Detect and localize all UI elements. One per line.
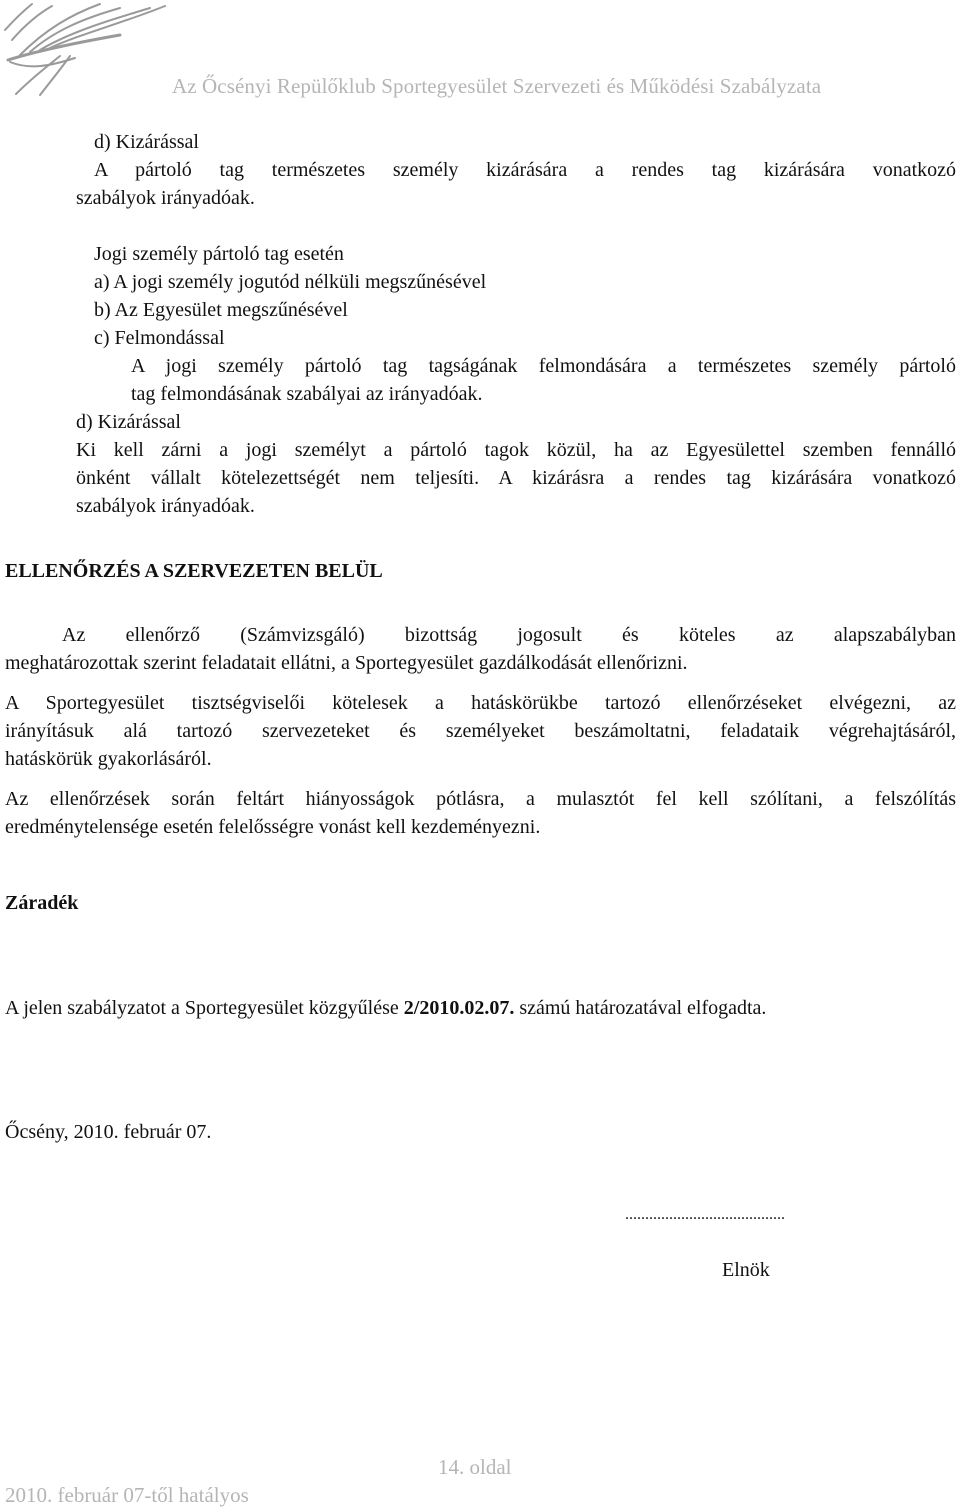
footer-effective-date: 2010. február 07-től hatályos bbox=[5, 1483, 249, 1507]
control-heading: ELLENŐRZÉS A SZERVEZETEN BELÜL bbox=[5, 560, 383, 582]
control-paragraph-3-line-2: eredménytelensége esetén felelősségre vonást kell kezdeményezni. bbox=[5, 816, 541, 838]
legal-item-c-line-2: tag felmondásának szabályai az irányadóak. bbox=[131, 383, 483, 405]
control-paragraph-2-line-3: hatáskörük gyakorlásáról. bbox=[5, 748, 212, 770]
control-paragraph-1-line-2: meghatározottak szerint feladatait ellátni, a Sportegyesület gazdálkodását ellenőrizni. bbox=[5, 652, 688, 674]
legal-item-d-line-1: Ki kell zárni a jogi személyt a pártoló tagok közül, ha az Egyesülettel szemben fennálló bbox=[76, 439, 956, 461]
legal-item-d-line-3: szabályok irányadóak. bbox=[76, 495, 255, 517]
natural-exclusion-heading: d) Kizárással bbox=[94, 131, 199, 153]
clause-text-after: számú határozatával elfogadta. bbox=[514, 997, 767, 1019]
legal-person-intro: Jogi személy pártoló tag esetén bbox=[94, 243, 344, 265]
legal-item-d: d) Kizárással bbox=[76, 411, 181, 433]
signer-title: Elnök bbox=[722, 1259, 770, 1281]
control-paragraph-3-line-1: Az ellenőrzések során feltárt hiányosságok pótlásra, a mulasztót fel kell szólítani, a felszólítás bbox=[5, 788, 956, 810]
control-paragraph-1-line-1: Az ellenőrző (Számvizsgáló) bizottság jogosult és köteles az alapszabályban bbox=[62, 624, 956, 646]
control-paragraph-2-line-1: A Sportegyesület tisztségviselői kötelesek a hatáskörükbe tartozó ellenőrzéseket elvégezni, az bbox=[5, 692, 956, 714]
natural-exclusion-line-1: A pártoló tag természetes személy kizárására a rendes tag kizárására vonatkozó bbox=[94, 159, 956, 181]
legal-item-b: b) Az Egyesület megszűnésével bbox=[94, 299, 348, 321]
clause-resolution-number: 2/2010.02.07. bbox=[403, 997, 515, 1019]
stork-bird-logo-icon bbox=[0, 0, 175, 100]
control-paragraph-2-line-2: irányításuk alá tartozó szervezeteket és személyeket beszámoltatni, feladataik végrehajtásáról, bbox=[5, 720, 956, 742]
legal-item-d-line-2: önként vállalt kötelezettségét nem teljesíti. A kizárásra a rendes tag kizárására vonatkozó bbox=[76, 467, 956, 489]
natural-exclusion-line-2: szabályok irányadóak. bbox=[76, 187, 255, 209]
clause-text bbox=[5, 997, 766, 1020]
document-header-title: Az Őcsényi Repülőklub Sportegyesület Szervezeti és Működési Szabályzata bbox=[172, 74, 822, 98]
signature-line: ........................................ bbox=[625, 1206, 785, 1223]
legal-item-a: a) A jogi személy jogutód nélküli megszűnésével bbox=[94, 271, 487, 293]
legal-item-c-line-1: A jogi személy pártoló tag tagságának felmondására a természetes személy pártoló bbox=[131, 355, 956, 377]
clause-heading: Záradék bbox=[5, 892, 79, 914]
legal-item-c: c) Felmondással bbox=[94, 327, 225, 349]
clause-text-before: A jelen szabályzatot a Sportegyesület közgyűlése bbox=[5, 997, 404, 1019]
place-and-date: Őcsény, 2010. február 07. bbox=[5, 1121, 212, 1143]
footer-page-number: 14. oldal bbox=[438, 1455, 512, 1479]
